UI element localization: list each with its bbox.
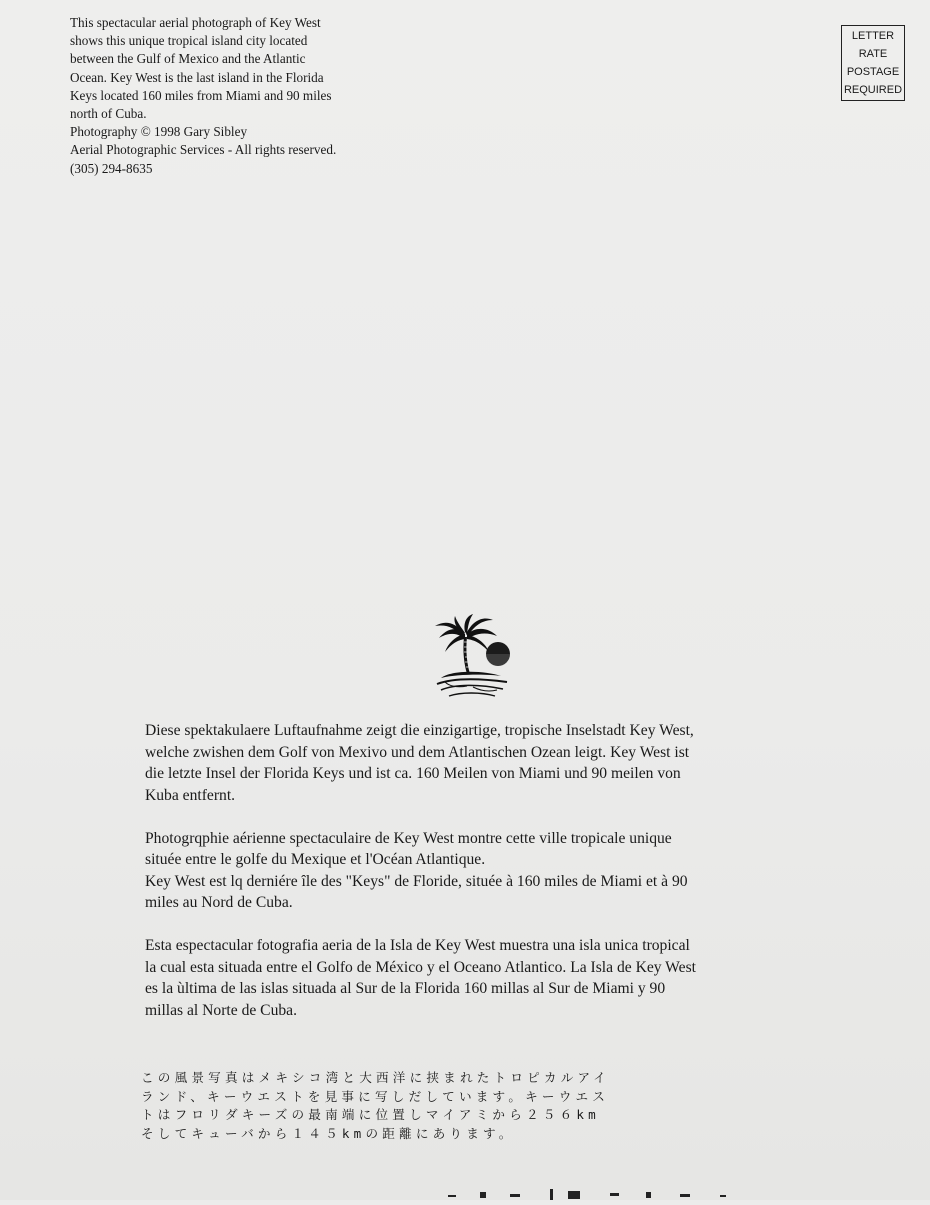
translations [145,720,825,1043]
caption-line: Keys located 160 miles from Miami and 90 miles [70,87,332,103]
spanish-paragraph [145,935,825,1021]
caption-line: Ocean. Key West is the last island in the Florida [70,69,324,85]
english-caption [70,14,390,178]
japanese-line: トはフロリダキーズの最南端に位置しマイアミから２５６km [141,1107,600,1122]
german-line: welche zwishen dem Golf von Mexivo und dem Atlantischen Ozean leigt. Key West ist [145,743,690,761]
japanese-line: そしてキューバから１４５kmの距離にあります。 [141,1125,516,1141]
photo-credit: Photography © 1998 Gary Sibley [70,124,248,140]
caption-line: north of Cuba. [70,106,147,122]
japanese-line: この風景写真はメキシコ湾と大西洋に挟まれたトロピカルアイ [141,1070,610,1085]
spanish-line: es la ùltima de las islas situada al Sur de la Florida 160 millas al Sur de Miami y 90 [145,980,666,997]
caption-line: This spectacular aerial photograph of Key West [70,15,321,30]
german-line: Diese spektakulaere Luftaufnahme zeigt die einzigartige, tropische Inselstadt Key West, [145,722,694,739]
japanese-line: ランド、キーウエストを見事に写しだしています。キーウエス [141,1088,610,1104]
palm-tree-sun-icon [427,612,519,704]
spanish-line: millas al Norte de Cuba. [145,1001,298,1019]
stamp-line: RATE [858,48,888,60]
french-line: Photogrqphie aérienne spectaculaire de Key West montre cette ville tropicale unique [145,829,672,847]
phone-number: (305) 294-8635 [70,160,153,176]
french-line: Key West est lq derniére île des "Keys" de Floride, située à 160 miles de Miami et à 90 [145,872,688,890]
german-paragraph [145,720,825,806]
spanish-line: la cual esta situada entre el Golfo de México y el Oceano Atlantico. La Isla de Key West [145,958,696,976]
stamp-line: REQUIRED [843,84,903,96]
german-line: die letzte Insel der Florida Keys und ist ca. 160 Meilen von Miami und 90 meilen von [145,765,681,782]
stamp-line: POSTAGE [846,66,900,78]
stamp-line: LETTER [851,30,895,42]
french-paragraph [145,828,825,914]
rights-notice: Aerial Photographic Services - All rights reserved. [70,142,337,158]
postage-stamp-box [841,25,905,101]
caption-line: shows this unique tropical island city located [70,33,308,49]
cropped-bottom-marks [440,1186,760,1200]
german-line: Kuba entfernt. [145,786,236,804]
caption-line: between the Gulf of Mexico and the Atlantic [70,51,306,67]
french-line: miles au Nord de Cuba. [145,894,293,911]
french-line: située entre le golfe du Mexique et l'Océan Atlantique. [145,851,486,868]
japanese-paragraph [141,1069,791,1143]
spanish-line: Esta espectacular fotografia aeria de la Isla de Key West muestra una isla unica tropical [145,937,690,954]
